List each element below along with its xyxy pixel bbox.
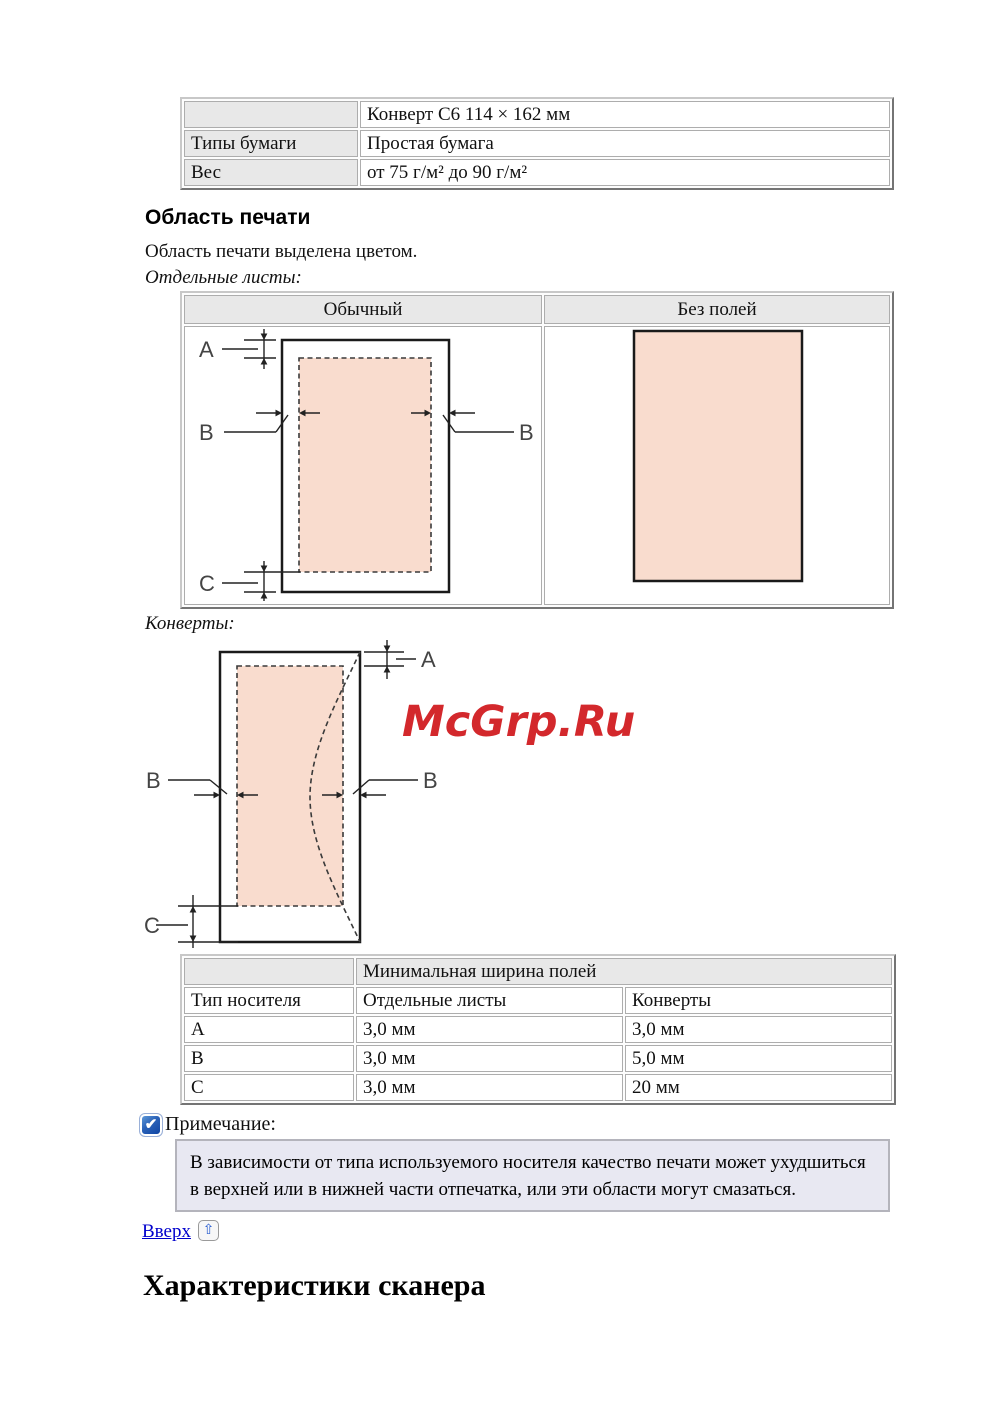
table-row (184, 1074, 892, 1101)
col-envelopes: Конверты (625, 987, 892, 1014)
back-to-top-row (142, 1221, 1000, 1243)
margin-c-sheets: 3,0 мм (356, 1074, 623, 1101)
envelope-diagram (140, 637, 640, 950)
print-area-intro: Область печати выделена цветом. (145, 241, 418, 262)
table-row (184, 159, 890, 186)
margin-a-envelopes: 3,0 мм (625, 1016, 892, 1043)
spec-value-envelope: Конверт C6 114 × 162 мм (360, 101, 890, 128)
margin-b-sheets: 3,0 мм (356, 1045, 623, 1072)
label-a: A (199, 337, 214, 362)
borderless-diagram-cell (544, 326, 890, 605)
back-to-top-link[interactable]: Вверх (142, 1221, 191, 1242)
margin-b-type: B (184, 1045, 354, 1072)
sheet-borderless-diagram (546, 328, 888, 603)
label-c: C (144, 913, 160, 938)
dimension-a-lines (222, 329, 276, 369)
note-label: Примечание: (165, 1113, 276, 1135)
label-b-right: B (519, 420, 534, 445)
label-b-left: B (146, 768, 161, 793)
header-borderless: Без полей (544, 295, 890, 324)
col-media-type: Тип носителя (184, 987, 354, 1014)
margins-title: Минимальная ширина полей (356, 958, 892, 985)
envelopes-caption: Конверты: (145, 613, 235, 634)
note-icon: ✔ (140, 1114, 162, 1136)
margin-a-sheets: 3,0 мм (356, 1016, 623, 1043)
label-b-right: B (423, 768, 438, 793)
note-box: В зависимости от типа используемого носителя качество печати может ухудшиться в верхней или в нижней части отпечатка, или эти области могут смазаться. (175, 1139, 890, 1212)
note-header (140, 1113, 1000, 1136)
table-row (184, 326, 890, 605)
sheets-caption: Отдельные листы: (145, 267, 302, 288)
margins-table (180, 954, 896, 1105)
scanner-section-heading: Характеристики сканера (143, 1269, 486, 1302)
label-a: A (421, 647, 436, 672)
spec-label-paper-types: Типы бумаги (184, 130, 358, 157)
table-row (184, 101, 890, 128)
paper-spec-table (180, 97, 894, 190)
borderless-print-area (634, 331, 802, 581)
spec-label-empty (184, 101, 358, 128)
table-row (184, 1016, 892, 1043)
sheet-normal-diagram (186, 328, 540, 603)
table-row (184, 987, 892, 1014)
table-row (184, 1045, 892, 1072)
section-heading-print-area: Область печати (145, 206, 311, 229)
label-c: C (199, 571, 215, 596)
watermark: McGrp.Ru (402, 697, 636, 747)
up-arrow-icon[interactable]: ⇧ (198, 1220, 219, 1241)
margins-header-empty (184, 958, 354, 985)
margin-a-type: A (184, 1016, 354, 1043)
col-sheets: Отдельные листы (356, 987, 623, 1014)
table-row (184, 958, 892, 985)
table-row (184, 130, 890, 157)
sheet-print-area (299, 358, 431, 572)
normal-diagram-cell (184, 326, 542, 605)
label-b-left: B (199, 420, 214, 445)
margin-c-type: C (184, 1074, 354, 1101)
table-row (184, 295, 890, 324)
envelope-diagram-block (140, 637, 640, 950)
spec-label-weight: Вес (184, 159, 358, 186)
print-area-diagram-table (180, 291, 894, 609)
header-normal: Обычный (184, 295, 542, 324)
margin-b-envelopes: 5,0 мм (625, 1045, 892, 1072)
spec-value-paper-types: Простая бумага (360, 130, 890, 157)
margin-c-envelopes: 20 мм (625, 1074, 892, 1101)
spec-value-weight: от 75 г/м² до 90 г/м² (360, 159, 890, 186)
